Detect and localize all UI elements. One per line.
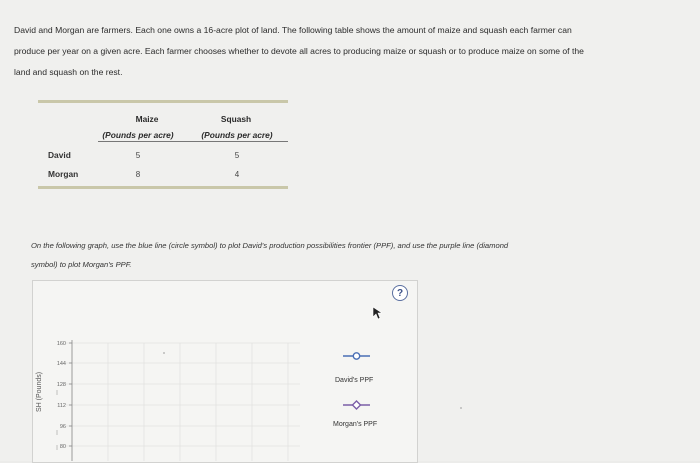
cell-morgan-squash: 4 xyxy=(234,170,240,179)
y-tick-label: 96 xyxy=(59,424,66,430)
y-tick-label: 160 xyxy=(56,341,66,347)
david-ppf-tool[interactable] xyxy=(343,353,370,359)
cell-david-squash: 5 xyxy=(234,151,240,160)
y-axis-title: SH (Pounds) xyxy=(36,371,43,412)
help-button[interactable]: ? xyxy=(392,285,408,301)
y-tick-label: 128 xyxy=(56,382,66,388)
y-tick-label: 144 xyxy=(56,361,66,367)
intro-line-1: David and Morgan are farmers. Each one owns a 16-acre plot of land. The following table shows the amount of maize and squash each farmer can xyxy=(14,25,572,35)
stray-dot xyxy=(460,407,462,409)
intro-line-3: land and squash on the rest. xyxy=(14,67,123,77)
graph-grid xyxy=(66,343,300,461)
header-maize-unit: (Pounds per acre) xyxy=(102,130,174,140)
diamond-symbol-icon xyxy=(353,401,361,409)
morgan-ppf-tool[interactable] xyxy=(343,401,370,409)
cell-david-maize: 5 xyxy=(135,151,141,160)
legend-morgan-label: Morgan's PPF xyxy=(333,421,378,428)
intro-line-2: produce per year on a given acre. Each farmer chooses whether to devote all acres to producing maize or squash or to produce maize on some of the xyxy=(14,46,584,56)
legend-david-label: David's PPF xyxy=(335,377,374,384)
header-squash-unit: (Pounds per acre) xyxy=(201,130,273,140)
instructions-line-1: On the following graph, use the blue line (circle symbol) to plot David's production possibilities frontier (PPF), and use the purple line (diamond xyxy=(31,241,509,250)
circle-symbol-icon xyxy=(353,353,359,359)
cell-morgan-maize: 8 xyxy=(135,170,141,179)
y-axis-ticks xyxy=(69,343,72,446)
header-squash: Squash xyxy=(220,114,252,124)
y-tick-label: 112 xyxy=(57,403,66,409)
row-label-david: David xyxy=(48,150,71,160)
row-label-morgan: Morgan xyxy=(48,169,79,179)
instructions-line-2: symbol) to plot Morgan's PPF. xyxy=(31,260,132,269)
header-maize: Maize xyxy=(135,114,159,124)
stray-dot xyxy=(163,352,165,354)
mouse-pointer-icon xyxy=(372,306,382,320)
y-tick-label: 80 xyxy=(59,444,66,450)
